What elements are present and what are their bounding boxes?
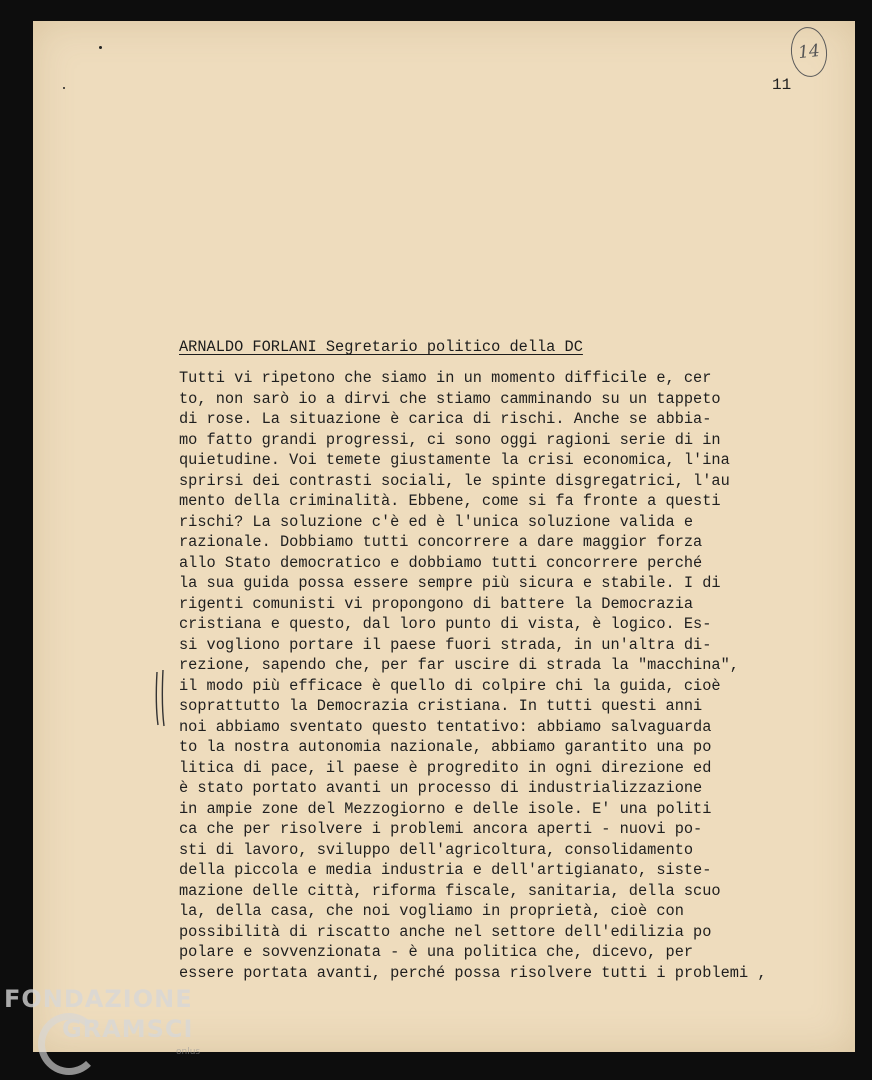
text-line: della piccola e media industria e dell'artigianato, siste- [179, 861, 712, 879]
text-line: allo Stato democratico e dobbiamo tutti concorrere perché [179, 553, 703, 572]
typed-paragraph [179, 368, 794, 983]
text-line: rezione, sapendo che, per far uscire di strada la "macchina", [179, 656, 739, 674]
speck-mark [63, 87, 65, 89]
text-line: è stato portato avanti un processo di industrializzazione [179, 779, 703, 797]
text-line: essere portata avanti, perché possa risolvere tutti i problemi , [179, 963, 767, 982]
text-line: polare e sovvenzionata - è una politica che, dicevo, per [179, 943, 694, 961]
text-line: to la nostra autonomia nazionale, abbiamo garantito una po [179, 738, 712, 756]
text-line: cristiana e questo, dal loro punto di vista, è logico. Es- [179, 615, 712, 633]
text-line: quietudine. Voi temete giustamente la crisi economica, l'ina [179, 451, 730, 469]
margin-line-mark [152, 670, 172, 728]
text-line: si vogliono portare il paese fuori strada, in un'altra di- [179, 635, 712, 654]
text-line: di rose. La situazione è carica di rischi. Anche se abbia- [179, 410, 712, 428]
text-line: to, non sarò io a dirvi che stiamo camminando su un tappeto [179, 389, 721, 408]
text-line: rigenti comunisti vi propongono di battere la Democrazia [179, 594, 694, 613]
text-line: la sua guida possa essere sempre più sicura e stabile. I di [179, 574, 721, 592]
watermark-line2: GRAMSCI [62, 1015, 194, 1043]
text-line: ca che per risolvere i problemi ancora aperti - nuovi po- [179, 820, 703, 838]
text-line: rischi? La soluzione c'è ed è l'unica soluzione valida e [179, 512, 694, 531]
speck-mark [99, 46, 102, 49]
watermark-sub: onlus [176, 1047, 201, 1057]
text-line: sti di lavoro, sviluppo dell'agricoltura, consolidamento [179, 840, 694, 859]
text-line: il modo più efficace è quello di colpire chi la guida, cioè [179, 676, 721, 695]
text-line: mazione delle città, riforma fiscale, sanitaria, della scuo [179, 881, 721, 900]
text-line: noi abbiamo sventato questo tentativo: abbiamo salvaguarda [179, 717, 712, 736]
text-line: litica di pace, il paese è progredito in ogni direzione ed [179, 758, 712, 777]
text-line: possibilità di riscatto anche nel settore dell'edilizia po [179, 922, 712, 941]
text-line: soprattutto la Democrazia cristiana. In tutti questi anni [179, 697, 703, 715]
text-line: razionale. Dobbiamo tutti concorrere a dare maggior forza [179, 533, 703, 551]
watermark-line1: FONDAZIONE [4, 985, 193, 1013]
page-number: 11 [772, 76, 792, 94]
folio-stamp: 14 [788, 25, 829, 78]
text-line: mo fatto grandi progressi, ci sono oggi ragioni serie di in [179, 430, 721, 449]
text-line: Tutti vi ripetono che siamo in un momento difficile e, cer [179, 369, 712, 387]
speaker-heading: ARNALDO FORLANI Segretario politico della DC [179, 338, 583, 356]
text-line: sprirsi dei contrasti sociali, le spinte disgregatrici, l'au [179, 471, 730, 490]
text-line: mento della criminalità. Ebbene, come si fa fronte a questi [179, 492, 721, 510]
text-line: la, della casa, che noi vogliamo in proprietà, cioè con [179, 902, 684, 920]
text-line: in ampie zone del Mezzogiorno e delle isole. E' una politi [179, 799, 712, 818]
